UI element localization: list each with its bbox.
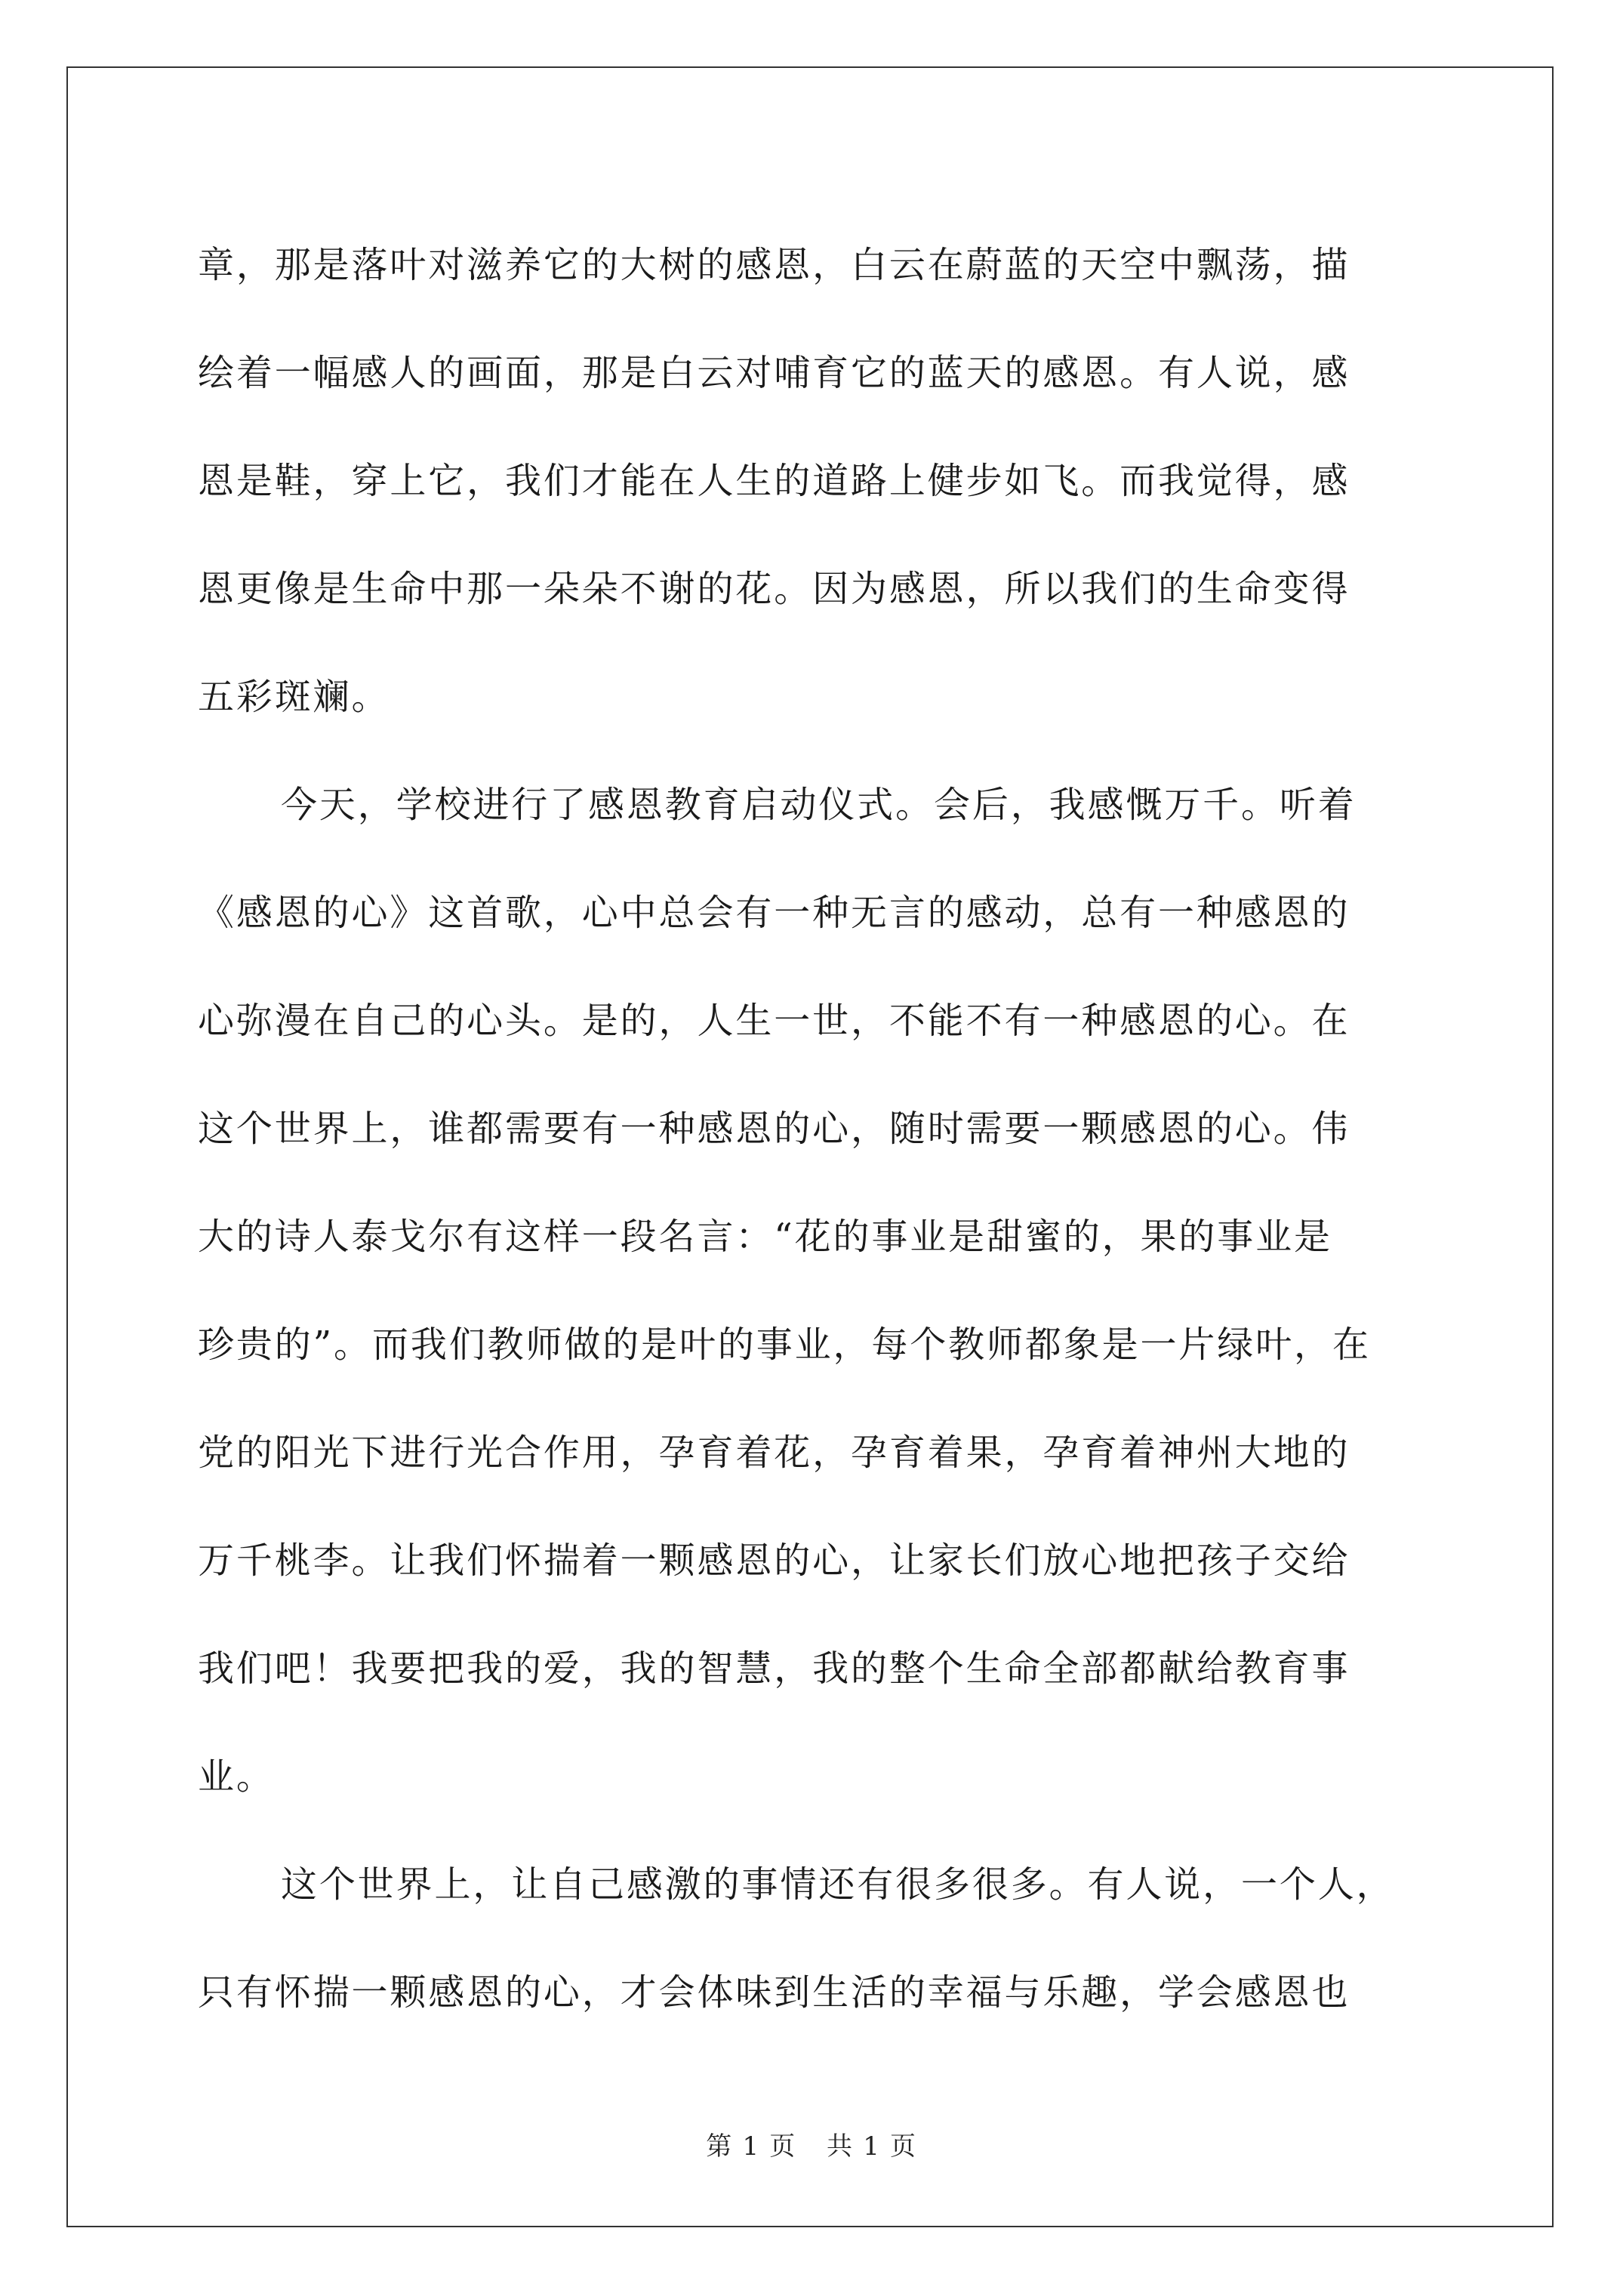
text-line: 恩是鞋，穿上它，我们才能在人生的道路上健步如飞。而我觉得，感 — [198, 460, 1350, 502]
document-body — [198, 211, 1436, 2047]
text-line: 万千桃李。让我们怀揣着一颗感恩的心，让家长们放心地把孩子交给 — [198, 1539, 1350, 1582]
text-line: 我们吧！我要把我的爱，我的智慧，我的整个生命全部都献给教育事 — [198, 1647, 1350, 1690]
text-line: 大的诗人泰戈尔有这样一段名言：“花的事业是甜蜜的，果的事业是 — [198, 1216, 1332, 1258]
page-total: 共 1 页 — [827, 2131, 917, 2162]
text-line: 这个世界上，让自己感激的事情还有很多很多。有人说，一个人， — [281, 1863, 1395, 1906]
text-line: 只有怀揣一颗感恩的心，才会体味到生活的幸福与乐趣，学会感恩也 — [198, 1971, 1350, 2014]
text-line: 这个世界上，谁都需要有一种感恩的心，随时需要一颗感恩的心。伟 — [198, 1108, 1350, 1150]
page-number: 第 1 页 — [706, 2131, 796, 2162]
text-line: 党的阳光下进行光合作用，孕育着花，孕育着果，孕育着神州大地的 — [198, 1432, 1350, 1474]
text-line: 章，那是落叶对滋养它的大树的感恩，白云在蔚蓝的天空中飘荡，描 — [198, 244, 1350, 286]
page-footer — [0, 2125, 1623, 2162]
text-line: 心弥漫在自己的心头。是的，人生一世，不能不有一种感恩的心。在 — [198, 1000, 1350, 1042]
text-line: 五彩斑斓。 — [198, 676, 390, 718]
text-line: 恩更像是生命中那一朵朵不谢的花。因为感恩，所以我们的生命变得 — [198, 568, 1350, 610]
text-line: 今天，学校进行了感恩教育启动仪式。会后，我感慨万千。听着 — [281, 784, 1357, 826]
text-line: 《感恩的心》这首歌，心中总会有一种无言的感动，总有一种感恩的 — [198, 892, 1350, 934]
text-line: 绘着一幅感人的画面，那是白云对哺育它的蓝天的感恩。有人说，感 — [198, 352, 1350, 394]
text-line: 业。 — [198, 1755, 275, 1798]
text-line: 珍贵的”。而我们教师做的是叶的事业，每个教师都象是一片绿叶，在 — [198, 1324, 1371, 1366]
